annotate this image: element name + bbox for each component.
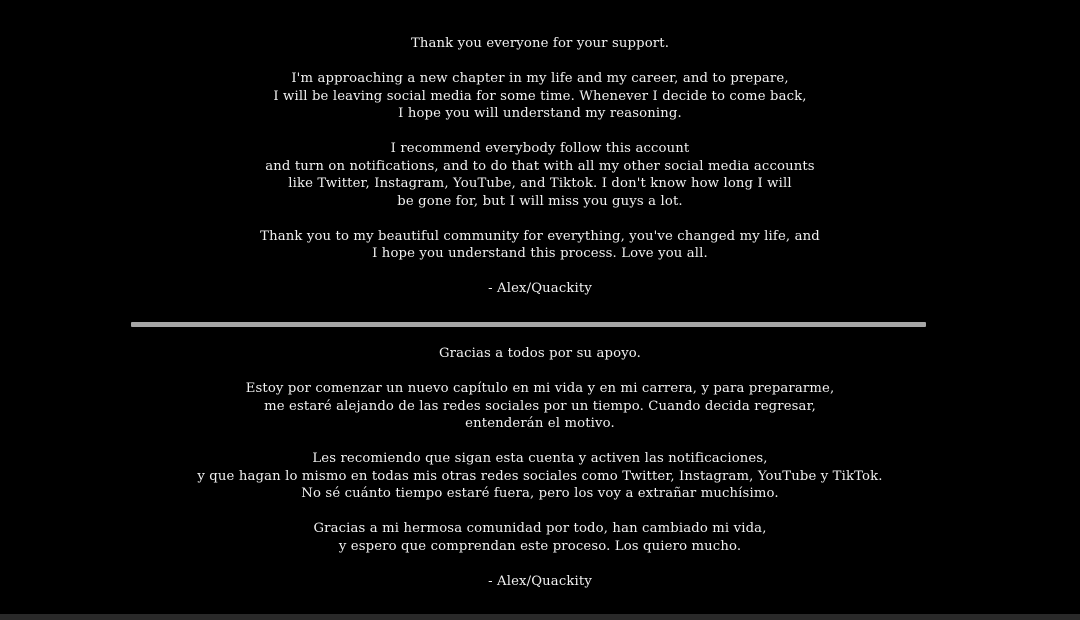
english-thanks-paragraph: [0, 228, 1080, 263]
english-recommendation-paragraph: [0, 140, 1080, 210]
text-line: I'm approaching a new chapter in my life and my career, and to prepare,: [291, 71, 789, 86]
text-line: and turn on notifications, and to do that with all my other social media accounts: [265, 158, 815, 174]
bottom-edge-strip: [0, 614, 1080, 620]
text-line: like Twitter, Instagram, YouTube, and Tiktok. I don't know how long I will: [288, 176, 792, 191]
spanish-message: [0, 345, 1080, 608]
text-line: me estaré alejando de las redes sociales por un tiempo. Cuando decida regresar,: [264, 398, 816, 414]
section-divider: [131, 322, 926, 327]
spanish-announcement-paragraph: [0, 380, 1080, 433]
english-announcement-paragraph: [0, 70, 1080, 123]
english-greeting: [0, 35, 1080, 53]
spanish-greeting: [0, 345, 1080, 363]
text-line: y espero que comprendan este proceso. Los quiero mucho.: [338, 538, 742, 554]
text-line: I hope you understand this process. Love you all.: [372, 246, 708, 261]
text-line: Estoy por comenzar un nuevo capítulo en mi vida y en mi carrera, y para prepararme,: [245, 381, 835, 396]
text-line: I will be leaving social media for some time. Whenever I decide to come back,: [273, 88, 807, 104]
spanish-recommendation-paragraph: [0, 450, 1080, 503]
text-line: I recommend everybody follow this account: [390, 141, 690, 156]
english-signature: [0, 280, 1080, 298]
spanish-thanks-paragraph: [0, 520, 1080, 555]
text-line: Les recomiendo que sigan esta cuenta y activen las notificaciones,: [312, 451, 768, 466]
text-line: Gracias a todos por su apoyo.: [438, 346, 642, 361]
text-line: Gracias a mi hermosa comunidad por todo, han cambiado mi vida,: [313, 521, 767, 536]
text-line: be gone for, but I will miss you guys a lot.: [397, 193, 683, 209]
english-message: [0, 35, 1080, 315]
text-line: entenderán el motivo.: [465, 416, 615, 431]
text-line: No sé cuánto tiempo estaré fuera, pero los voy a extrañar muchísimo.: [301, 486, 779, 501]
text-line: y que hagan lo mismo en todas mis otras redes sociales como Twitter, Instagram, YouTube y TikTok.: [197, 468, 883, 484]
text-line: Thank you to my beautiful community for everything, you've changed my life, and: [260, 228, 820, 244]
text-line: Thank you everyone for your support.: [410, 36, 670, 51]
text-line: - Alex/Quackity: [488, 573, 592, 589]
text-line: - Alex/Quackity: [488, 281, 592, 296]
text-line: I hope you will understand my reasoning.: [398, 106, 682, 121]
spanish-signature: [0, 573, 1080, 591]
